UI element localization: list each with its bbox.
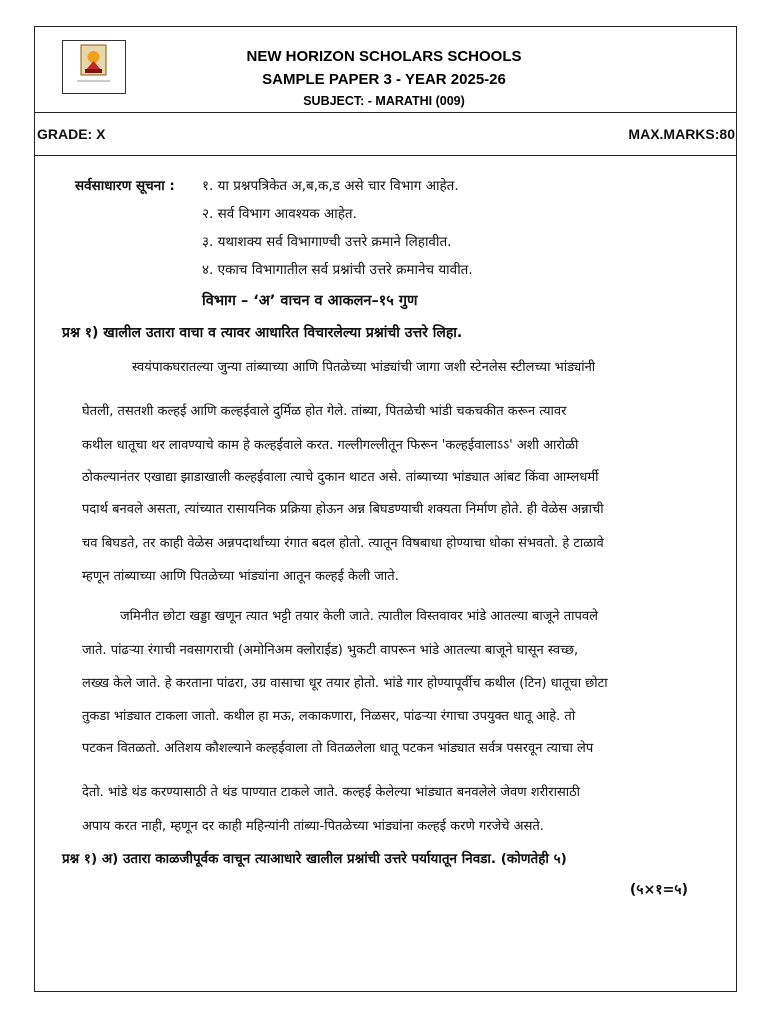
instructions-heading: सर्वसाधारण सूचना : xyxy=(75,178,175,194)
instruction-item-1: १. या प्रश्नपत्रिकेत अ,ब,क,ड असे चार विभाग आहेत. xyxy=(202,178,459,194)
paper-title: SAMPLE PAPER 3 - YEAR 2025-26 xyxy=(262,71,506,88)
school-name: NEW HORIZON SCHOLARS SCHOOLS xyxy=(246,48,522,65)
question-1-heading: प्रश्न १) खालील उतारा वाचा व त्यावर आधारित विचारलेल्या प्रश्नांची उत्तरे लिहा. xyxy=(62,325,463,341)
passage-line: जाते. पांढऱ्या रंगाची नवसागराची (अमोनिअम क्लोराईड) भुकटी वापरून भांडे आतल्या बाजूने घासून स्वच्छ, xyxy=(82,643,579,658)
passage-line: तुकडा भांड्यात टाकला जातो. कथील हा मऊ, लकाकणारा, निळसर, पांढऱ्या रंगाचा उपयुक्त धातू आहे. तो xyxy=(82,709,576,724)
passage-line: कथील धातूचा थर लावण्याचे काम हे कल्हईवाले करत. गल्लीगल्लीतून फिरून 'कल्हईवालाऽऽ' अशी आरोळी xyxy=(82,438,579,453)
passage-line: देतो. भांडे थंड करण्यासाठी ते थंड पाण्यात टाकले जाते. कल्हई केलेल्या भांड्यात बनवलेले जेवण शरीरासाठी xyxy=(82,785,581,800)
section-title: विभाग – ‘अ’ वाचन व आकलन–१५ गुण xyxy=(202,293,418,309)
passage-line: पटकन वितळतो. अतिशय कौशल्याने कल्हईवाला तो वितळलेला धातू पटकन भांड्यात सर्वत्र पसरवून त्याचा लेप xyxy=(82,741,594,756)
grade-label: GRADE: X xyxy=(37,126,106,142)
passage-line: लख्ख केले जाते. हे करताना पांढरा, उग्र वासाचा धूर तयार होतो. भांडे गार होण्यापूर्वीच कथील (टिन) धातूचा छोटा xyxy=(82,676,608,691)
grade-divider xyxy=(34,155,737,156)
question-1a-marks: (५×१=५) xyxy=(629,882,688,898)
passage-line: ठोकल्यानंतर एखाद्या झाडाखाली कल्हईवाला त्याचे दुकान थाटत असे. तांब्याच्या भांड्यात आंबट किंवा आम्लधर्मी xyxy=(82,470,599,485)
instruction-item-2: २. सर्व विभाग आवश्यक आहेत. xyxy=(202,206,357,222)
passage-line: म्हणून तांब्याच्या आणि पितळेच्या भांड्यांना आतून कल्हई केली जाते. xyxy=(82,569,399,584)
instruction-item-4: ४. एकाच विभागातील सर्व प्रश्नांची उत्तरे क्रमानेच यावीत. xyxy=(202,262,473,278)
passage-line: अपाय करत नाही, म्हणून दर काही महिन्यांनी तांब्या-पितळेच्या भांड्यांना कल्हई करणे गरजेचे असते. xyxy=(82,819,544,834)
passage-line: चव बिघडते, तर काही वेळेस अन्नपदार्थांच्या रंगात बदल होतो. त्यातून विषबाधा होण्याचा धोका संभवतो. हे टाळावे xyxy=(82,536,604,551)
passage-line: पदार्थ बनवले असता, त्यांच्यात रासायनिक प्रक्रिया होऊन अन्न बिघडण्याची शक्यता निर्माण होते. ही वेळेस अन्नाची xyxy=(82,502,604,517)
subject-line: SUBJECT: - MARATHI (009) xyxy=(303,94,465,108)
question-1a: प्रश्न १) अ) उतारा काळजीपूर्वक वाचून त्याआधारे खालील प्रश्नांची उत्तरे पर्यायातून निवडा. (कोणतेही ५) xyxy=(62,851,567,867)
instruction-item-3: ३. यथाशक्य सर्व विभागाण्ची उत्तरे क्रमाने लिहावीत. xyxy=(202,234,452,250)
passage-line: स्वयंपाकघरातल्या जुन्या तांब्याच्या आणि पितळेच्या भांड्यांची जागा जशी स्टेनलेस स्टीलच्या भांड्यांनी xyxy=(132,360,596,375)
passage-line: घेतली, तसतशी कल्हई आणि कल्हईवाले दुर्मिळ होत गेले. तांब्या, पितळेची भांडी चकचकीत करून त्यावर xyxy=(82,404,567,419)
header-divider xyxy=(34,112,737,113)
passage-line: जमिनीत छोटा खड्डा खणून त्यात भट्टी तयार केली जाते. त्यातील विस्तवावर भांडे आतल्या बाजूने तापवले xyxy=(120,609,598,624)
max-marks: MAX.MARKS:80 xyxy=(628,126,735,142)
